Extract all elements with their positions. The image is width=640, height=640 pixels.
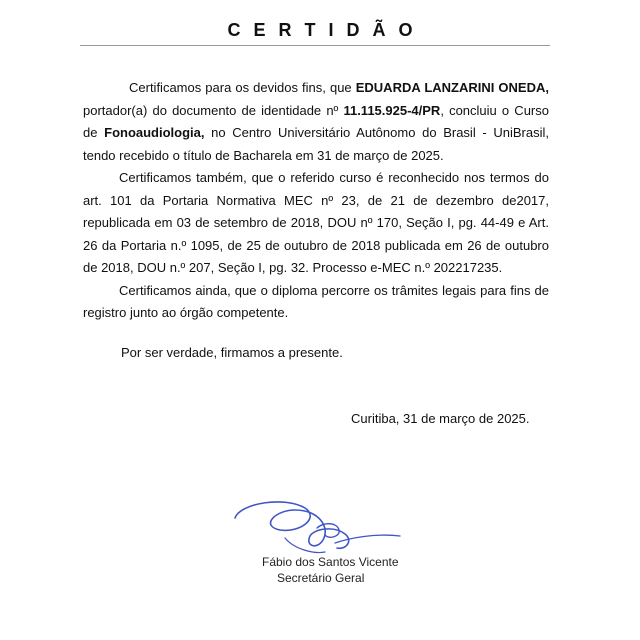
document-title: CERTIDÃO: [227, 20, 426, 40]
p1-text-1: Certificamos para os devidos fins, que: [129, 80, 356, 95]
p1-text-3: , concluiu o Curso de: [83, 102, 549, 140]
certificate-body: [83, 77, 549, 325]
p1-text-2: portador(a) do documento de identidade nº: [83, 102, 344, 118]
student-name: EDUARDA LANZARINI ONEDA,: [355, 80, 549, 95]
closing-statement: Por ser verdade, firmamos a presente.: [121, 345, 343, 360]
title-underline: [80, 45, 550, 46]
course-name: Fonoaudiologia,: [104, 125, 205, 140]
paragraph-recognition: Certificamos também, que o referido curso é reconhecido nos termos do art. 101 da Portaria Normativa MEC nº 23, de 21 de dezembro de2017, republicada em 03 de setembro de 2018, DOU nº 170, Seção I, pg. 44-49 e Art. 26 da Portaria n.º 1095, de 25 de outubro de 2018 publicada em 26 de outubro de 2018, DOU n.º 207, Seção I, pg. 32. Processo e-MEC n.º 202217235.: [83, 170, 549, 275]
paragraph-certification: [83, 77, 549, 167]
paragraph-diploma-status: Certificamos ainda, que o diploma percorre os trâmites legais para fins de registro junto ao órgão competente.: [83, 282, 549, 320]
place-and-date: Curitiba, 31 de março de 2025.: [351, 411, 530, 426]
signer-role: Secretário Geral: [277, 571, 365, 585]
p1-text-4: no Centro Universitário Autônomo do Brasil - UniBrasil, tendo recebido o título de Bacharela em 31 de março de 2025.: [83, 125, 549, 163]
id-number: 11.115.925-4/PR: [343, 102, 441, 118]
signer-name: Fábio dos Santos Vicente: [262, 555, 399, 569]
